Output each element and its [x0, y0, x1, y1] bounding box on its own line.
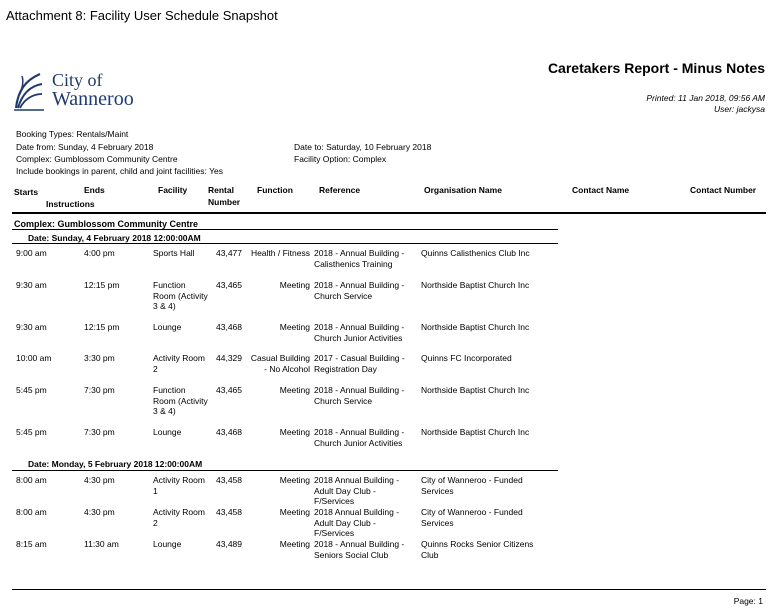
- cell-facility: Activity Room 1: [153, 475, 205, 496]
- cell-organisation: Quinns Calisthenics Club Inc: [421, 248, 530, 258]
- cell-starts: 9:00 am: [16, 248, 47, 258]
- cell-reference: 2018 Annual Building - Adult Day Club - F/Services: [314, 475, 400, 506]
- cell-ends: 7:30 pm: [84, 385, 115, 395]
- cell-starts: 8:00 am: [16, 507, 47, 517]
- cell-reference: 2018 - Annual Building - Church Junior Activities: [314, 427, 405, 448]
- complex-heading: Complex: Gumblossom Community Centre: [14, 219, 199, 229]
- col-contact-name: Contact Name: [572, 185, 630, 195]
- day-heading: Date: Monday, 5 February 2018 12:00:00AM: [28, 459, 203, 469]
- cell-facility: Activity Room 2: [153, 353, 205, 374]
- cell-ends: 12:15 pm: [84, 280, 120, 290]
- cell-starts: 5:45 pm: [16, 427, 47, 437]
- cell-function: Meeting: [279, 539, 310, 549]
- cell-organisation: Quinns FC Incorporated: [421, 353, 512, 363]
- cell-facility: Lounge: [153, 427, 182, 437]
- cell-function: Meeting: [279, 507, 310, 517]
- day-rule: [12, 243, 558, 244]
- col-function: Function: [257, 185, 293, 195]
- logo-line2: Wanneroo: [52, 88, 134, 110]
- cell-function: Meeting: [279, 280, 310, 290]
- cell-organisation: Northside Baptist Church Inc: [421, 385, 530, 395]
- cell-ends: 3:30 pm: [84, 353, 115, 363]
- page-number: Page: 1: [733, 596, 763, 606]
- header-rule: [12, 212, 766, 214]
- cell-facility: Sports Hall: [153, 248, 195, 258]
- attachment-title: Attachment 8: Facility User Schedule Snapshot: [6, 8, 278, 23]
- cell-starts: 9:30 am: [16, 322, 47, 332]
- cell-starts: 5:45 pm: [16, 385, 47, 395]
- col-facility: Facility: [158, 185, 188, 195]
- wanneroo-leaf-icon: [12, 70, 46, 114]
- cell-function: Meeting: [279, 427, 310, 437]
- col-reference: Reference: [319, 185, 361, 195]
- cell-rental: 43,458: [216, 507, 242, 517]
- col-ends: Ends: [84, 185, 105, 195]
- report-title: Caretakers Report - Minus Notes: [547, 60, 765, 76]
- cell-ends: 11:30 am: [84, 539, 119, 549]
- cell-reference: 2018 - Annual Building - Church Junior Activities: [314, 322, 405, 343]
- logo-line1: City of: [52, 70, 103, 90]
- cell-ends: 12:15 pm: [84, 322, 120, 332]
- cell-organisation: Northside Baptist Church Inc: [421, 322, 530, 332]
- day-rule: [12, 470, 558, 471]
- param-date-to: Date to: Saturday, 10 February 2018: [294, 142, 432, 152]
- cell-facility: Activity Room 2: [153, 507, 205, 528]
- cell-starts: 9:30 am: [16, 280, 47, 290]
- cell-rental: 43,465: [216, 280, 242, 290]
- cell-function: Meeting: [279, 475, 310, 485]
- cell-reference: 2018 - Annual Building - Church Service: [314, 280, 405, 301]
- cell-function: Meeting: [279, 385, 310, 395]
- param-facility-option: Facility Option: Complex: [294, 154, 387, 164]
- cell-function: Casual Building - No Alcohol: [250, 353, 310, 374]
- param-booking-types: Booking Types: Rentals/Maint: [16, 129, 129, 139]
- col-starts: Starts: [14, 187, 39, 197]
- cell-rental: 43,465: [216, 385, 242, 395]
- complex-rule: [12, 229, 558, 230]
- cell-starts: 10:00 am: [16, 353, 52, 363]
- cell-reference: 2017 - Casual Building - Registration Day: [314, 353, 405, 374]
- cell-rental: 43,468: [216, 427, 242, 437]
- param-date-from: Date from: Sunday, 4 February 2018: [16, 142, 154, 152]
- cell-starts: 8:15 am: [16, 539, 47, 549]
- cell-organisation: Northside Baptist Church Inc: [421, 280, 530, 290]
- col-organisation: Organisation Name: [424, 185, 502, 195]
- cell-facility: Lounge: [153, 539, 182, 549]
- cell-reference: 2018 Annual Building - Adult Day Club - F/Services: [314, 507, 400, 538]
- city-logo: [12, 70, 152, 116]
- cell-facility: Function Room (Activity 3 & 4): [153, 385, 208, 416]
- cell-function: Meeting: [279, 322, 310, 332]
- printed-info: [646, 93, 765, 115]
- cell-ends: 4:30 pm: [84, 475, 115, 485]
- printed-user: User: jackysa: [713, 104, 765, 114]
- col-rental-number: Rental Number: [208, 185, 241, 207]
- cell-facility: Lounge: [153, 322, 182, 332]
- cell-rental: 44,329: [216, 353, 242, 363]
- col-contact-number: Contact Number: [690, 185, 757, 195]
- cell-organisation: City of Wanneroo - Funded Services: [421, 475, 523, 496]
- param-include: Include bookings in parent, child and joint facilities: Yes: [16, 166, 223, 176]
- cell-ends: 4:30 pm: [84, 507, 115, 517]
- cell-rental: 43,477: [216, 248, 242, 258]
- cell-organisation: Quinns Rocks Senior Citizens Club: [421, 539, 534, 560]
- cell-facility: Function Room (Activity 3 & 4): [153, 280, 208, 311]
- cell-ends: 4:00 pm: [84, 248, 115, 258]
- day-heading: Date: Sunday, 4 February 2018 12:00:00AM: [28, 233, 201, 243]
- cell-rental: 43,489: [216, 539, 242, 549]
- cell-reference: 2018 - Annual Building - Calisthenics Training: [314, 248, 405, 269]
- cell-rental: 43,468: [216, 322, 242, 332]
- param-complex: Complex: Gumblossom Community Centre: [16, 154, 178, 164]
- footer-rule: [12, 589, 766, 590]
- cell-function: Health / Fitness: [250, 248, 310, 258]
- col-instructions: Instructions: [46, 199, 95, 209]
- cell-reference: 2018 - Annual Building - Church Service: [314, 385, 405, 406]
- cell-ends: 7:30 pm: [84, 427, 115, 437]
- printed-date: Printed: 11 Jan 2018, 09:56 AM: [646, 93, 765, 103]
- cell-starts: 8:00 am: [16, 475, 47, 485]
- cell-organisation: City of Wanneroo - Funded Services: [421, 507, 523, 528]
- cell-organisation: Northside Baptist Church Inc: [421, 427, 530, 437]
- cell-reference: 2018 - Annual Building - Seniors Social Club: [314, 539, 405, 560]
- cell-rental: 43,458: [216, 475, 242, 485]
